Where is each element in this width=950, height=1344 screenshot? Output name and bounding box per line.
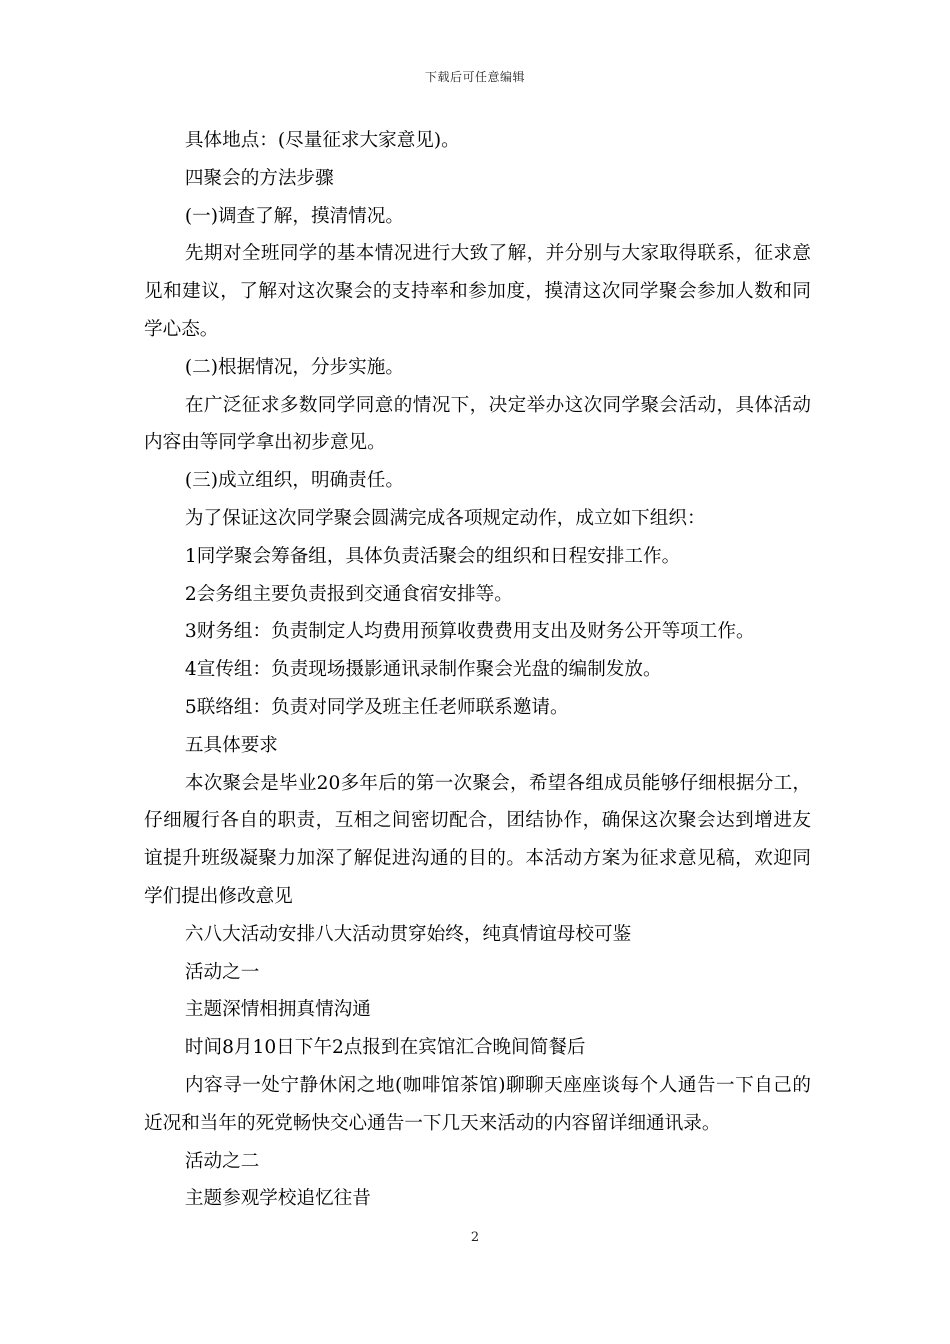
- paragraph-organization-intro: 为了保证这次同学聚会圆满完成各项规定动作，成立如下组织：: [184, 507, 706, 529]
- activity-one-theme: 主题深情相拥真情沟通: [184, 999, 371, 1021]
- page-header: 下载后可任意编辑: [424, 70, 525, 84]
- activity-two-theme: 主题参观学校追忆往昔: [184, 1188, 371, 1210]
- activity-one-time: 时间8月10日下午2点报到在宾馆汇合晚间简餐后: [184, 1037, 586, 1059]
- list-item-finance-group: 3财务组：负责制定人均费用预算收费费用支出及财务公开等项工作。: [184, 621, 755, 643]
- heading-section-five: 五具体要求: [184, 734, 278, 756]
- paragraph-location: 具体地点：(尽量征求大家意见)。: [184, 130, 460, 151]
- list-item-affairs-group: 2会务组主要负责报到交通食宿安排等。: [184, 583, 513, 605]
- heading-section-four: 四聚会的方法步骤: [184, 167, 334, 189]
- subheading-step-one: (一)调查了解，摸清情况。: [184, 205, 404, 227]
- paragraph-requirements: 本次聚会是毕业20多年后的第一次聚会，希望各组成员能够仔细根据分工，仔细履行各自的职责，互相之间密切配合，团结协作，确保这次聚会达到增进友谊提升班级凝聚力加深了解促进沟通的目的。本活动方案为征求意见稿，欢迎同学们提出修改意见: [144, 772, 811, 907]
- paragraph-survey: 先期对全班同学的基本情况进行大致了解，并分别与大家取得联系，征求意见和建议，了解对这次聚会的支持率和参加度，摸清这次同学聚会参加人数和同学心态。: [144, 243, 811, 340]
- subheading-step-two: (二)根据情况，分步实施。: [184, 356, 404, 378]
- list-item-publicity-group: 4宣传组：负责现场摄影通讯录制作聚会光盘的编制发放。: [184, 659, 662, 681]
- document-body: [144, 122, 811, 1218]
- subheading-step-three: (三)成立组织，明确责任。: [184, 470, 404, 492]
- page-number: 2: [470, 1230, 480, 1245]
- activity-one-content: 内容寻一处宁静休闲之地(咖啡馆茶馆)聊聊天座座谈每个人通告一下自己的近况和当年的死党畅快交心通告一下几天来活动的内容留详细通讯录。: [144, 1074, 811, 1134]
- list-item-liaison-group: 5联络组：负责对同学及班主任老师联系邀请。: [184, 696, 569, 718]
- activity-two-title: 活动之二: [184, 1150, 260, 1172]
- paragraph-decision: 在广泛征求多数同学同意的情况下，决定举办这次同学聚会活动，具体活动内容由等同学拿出初步意见。: [144, 394, 811, 454]
- heading-section-six: 六八大活动安排八大活动贯穿始终，纯真情谊母校可鉴: [184, 923, 632, 945]
- list-item-preparation-group: 1同学聚会筹备组，具体负责活聚会的组织和日程安排工作。: [184, 545, 681, 567]
- activity-one-title: 活动之一: [184, 961, 260, 983]
